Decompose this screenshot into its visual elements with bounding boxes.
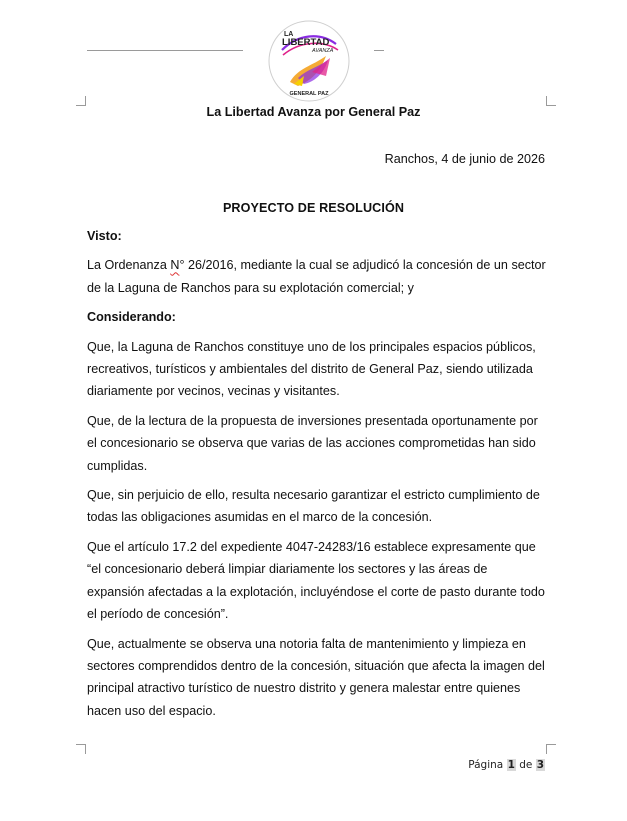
considerando-paragraph-1: Que, la Laguna de Ranchos constituye uno de los principales espacios públicos, recreativos, turísticos y ambientales del distrito de General Paz, siendo utilizada diariamente por vecinos, vecinas y visitantes. (87, 339, 536, 399)
header-rule-left (87, 50, 243, 51)
logo-text-libertad: LIBERTAD (282, 37, 330, 48)
considerando-label: Considerando: (87, 310, 176, 325)
page-word: Página (468, 759, 504, 771)
visto-text-after: ° 26/2016, mediante la cual se adjudicó la concesión de un sector de la Laguna de Ranchos para su explotación comercial; y (87, 258, 546, 295)
document-title: PROYECTO DE RESOLUCIÓN (222, 201, 405, 215)
crop-mark-bottom-left (76, 744, 86, 754)
considerando-paragraph-5: Que, actualmente se observa una notoria falta de mantenimiento y limpieza en sectores comprendidos dentro de la concesión, situación que afecta la imagen del principal atractivo turístico de nuestro distrito y genera malestar entre quienes hacen uso del espacio. (87, 636, 545, 718)
organization-heading: La Libertad Avanza por General Paz (206, 105, 421, 119)
logo-text-general-paz: GENERAL PAZ (289, 91, 329, 97)
total-pages-number: 3 (536, 759, 544, 771)
visto-label: Visto: (87, 229, 122, 243)
considerando-paragraph-2: Que, de la lectura de la propuesta de inversiones presentada oportunamente por el concesionario se observa que varias de las acciones comprometidas han sido cumplidas. (87, 413, 538, 473)
considerando-paragraph-4: Que el artículo 17.2 del expediente 4047-24283/16 establece expresamente que “el concesionario deberá limpiar diariamente los sectores y las áreas de expansión afectadas a la explotación, incluyéndose el corte de pasto durante todo el período de concesión”. (87, 539, 545, 622)
logo-text-la: LA (284, 31, 294, 38)
page-number-footer (468, 759, 545, 771)
current-page-number: 1 (507, 759, 515, 771)
considerando-paragraph-3: Que, sin perjuicio de ello, resulta necesario garantizar el estricto cumplimiento de todas las obligaciones asumidas en el marco de la concesión. (87, 488, 540, 525)
document-body (87, 225, 547, 729)
spellcheck-flagged-word: N (170, 258, 180, 273)
visto-paragraph (87, 254, 547, 299)
crop-mark-bottom-right (546, 744, 556, 754)
logo-text-avanza: AVANZA (312, 48, 334, 54)
party-logo (268, 20, 350, 102)
visto-text-before: La Ordenanza (87, 258, 171, 273)
of-word: de (519, 759, 533, 771)
header-rule-right (374, 50, 384, 51)
date-line: Ranchos, 4 de junio de 2026 (384, 152, 545, 166)
